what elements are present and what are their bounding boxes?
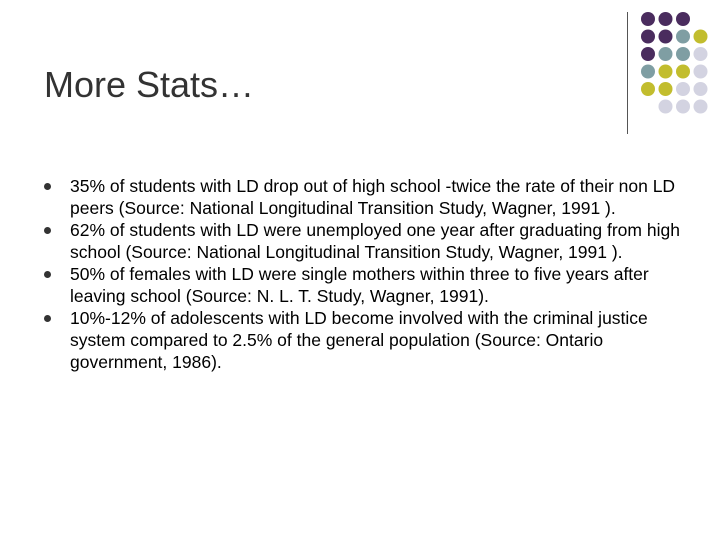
- decorative-dot-olive: [641, 82, 655, 96]
- decorative-dot-purple: [641, 47, 655, 61]
- bullet-item: [44, 263, 694, 307]
- decorative-dot-lavender: [694, 82, 708, 96]
- title-divider-line: [627, 12, 628, 134]
- decorative-dot-lavender: [694, 65, 708, 79]
- decorative-dot-olive: [659, 82, 673, 96]
- bullet-item: [44, 307, 694, 373]
- decorative-dot-purple: [659, 12, 673, 26]
- decorative-dot-lavender: [676, 100, 690, 114]
- decorative-dot-olive: [676, 65, 690, 79]
- decorative-dot-purple: [676, 12, 690, 26]
- bullet-text: 10%-12% of adolescents with LD become involved with the criminal justice system compared to 2.5% of the general population (Source: Ontario government, 1986).: [70, 308, 648, 372]
- decorative-dot-purple: [641, 12, 655, 26]
- decorative-dot-grid: [640, 11, 720, 121]
- slide-title: More Stats…: [44, 64, 255, 105]
- decorative-dot-lavender: [659, 100, 673, 114]
- decorative-dot-teal: [641, 65, 655, 79]
- bullet-text: 35% of students with LD drop out of high school -twice the rate of their non LD peers (Source: National Longitudinal Transition Study, Wagner, 1991 ).: [70, 176, 676, 218]
- bullet-dot-icon: [44, 183, 51, 190]
- decorative-dot-lavender: [694, 47, 708, 61]
- bullet-item: [44, 175, 694, 219]
- decorative-dot-teal: [676, 47, 690, 61]
- decorative-dot-purple: [659, 30, 673, 44]
- bullet-list: [44, 175, 694, 373]
- bullet-dot-icon: [44, 227, 51, 234]
- bullet-text: 62% of students with LD were unemployed one year after graduating from high school (Source: National Longitudinal Transition Study, Wagner, 1991 ).: [70, 220, 680, 262]
- decorative-dot-lavender: [676, 82, 690, 96]
- bullet-dot-icon: [44, 271, 51, 278]
- decorative-dot-teal: [676, 30, 690, 44]
- decorative-dot-lavender: [694, 100, 708, 114]
- bullet-text: 50% of females with LD were single mothers within three to five years after leaving school (Source: N. L. T. Study, Wagner, 1991).: [70, 264, 649, 306]
- decorative-dot-olive: [659, 65, 673, 79]
- decorative-dot-purple: [641, 30, 655, 44]
- bullet-dot-icon: [44, 315, 51, 322]
- decorative-dot-olive: [694, 30, 708, 44]
- bullet-item: [44, 219, 694, 263]
- decorative-dot-teal: [659, 47, 673, 61]
